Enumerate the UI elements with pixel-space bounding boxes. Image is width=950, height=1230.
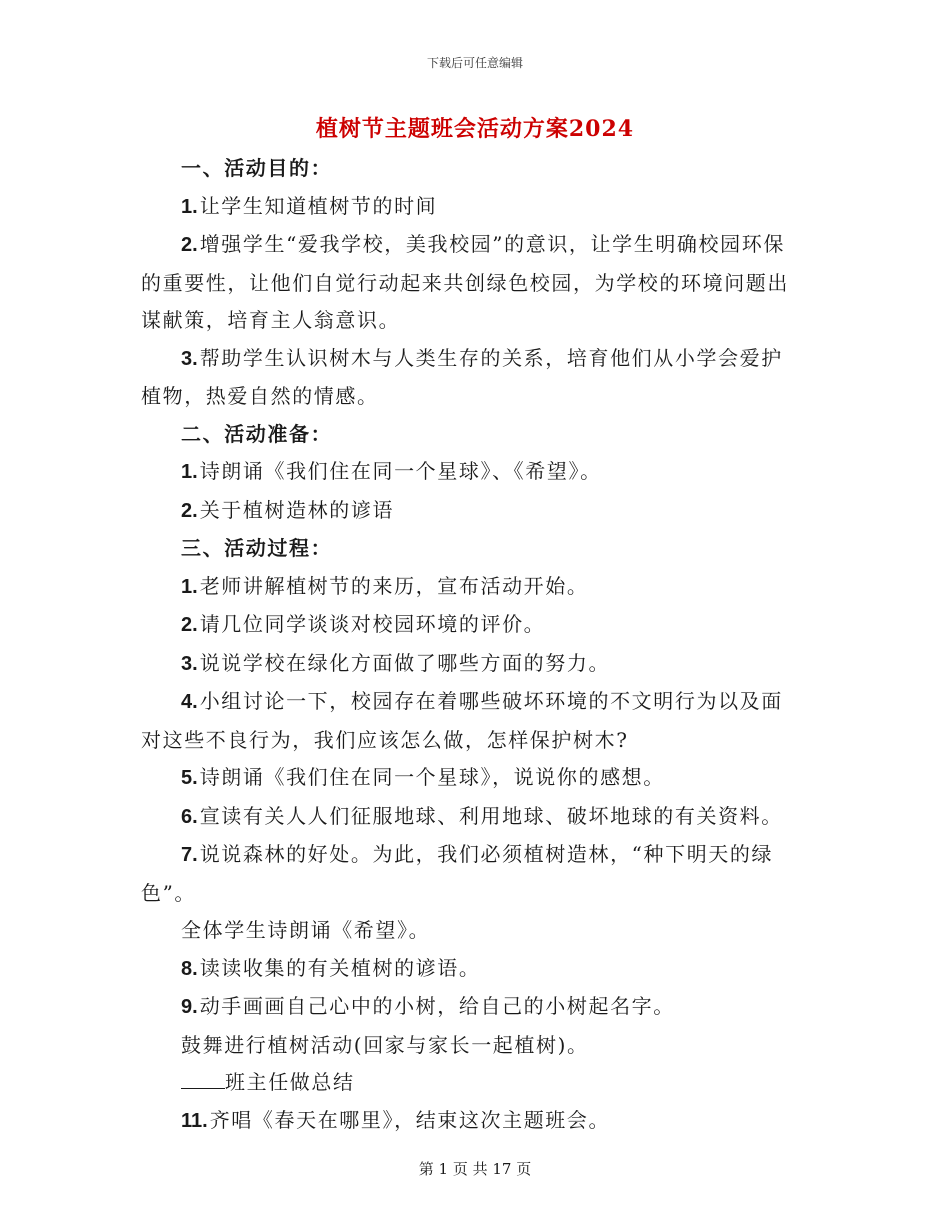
list-item <box>141 606 801 645</box>
item-number: 11. <box>181 1109 208 1132</box>
paragraph-all-students: 全体学生诗朗诵《希望》。 <box>181 918 431 942</box>
list-item <box>141 568 801 607</box>
paragraph-encourage: 鼓舞进行植树活动(回家与家长一起植树)。 <box>181 1032 589 1057</box>
item-number: 3. <box>181 652 198 675</box>
item-text: 让学生知道植树节的时间 <box>199 193 438 218</box>
item-number: 1. <box>181 461 198 483</box>
section-heading-purpose: 一、活动目的： <box>181 156 333 180</box>
page-header-note: 下载后可任意编辑 <box>426 56 523 70</box>
list-item <box>141 759 801 798</box>
summary-text: 班主任做总结 <box>225 1070 355 1094</box>
item-text: 动手画画自己心中的小树，给自己的小树起名字。 <box>199 994 675 1018</box>
list-item <box>141 188 801 227</box>
item-text: 宣读有关人人们征服地球、利用地球、破坏地球的有关资料。 <box>199 803 783 828</box>
item-number: 9. <box>181 996 198 1018</box>
document-body <box>141 150 801 1140</box>
item-text: 小组讨论一下，校园存在着哪些破坏环境的不文明行为以及面对这些不良行为，我们应该怎么做，怎样保护树木? <box>141 689 783 752</box>
section-heading-preparation: 二、活动准备： <box>181 421 333 446</box>
list-item <box>141 492 801 531</box>
list-item <box>141 950 801 989</box>
item-number: 2. <box>181 499 198 522</box>
list-item <box>141 340 801 416</box>
item-text: 老师讲解植树节的来历，宣布活动开始。 <box>199 573 589 598</box>
item-number: 8. <box>181 957 198 980</box>
item-number: 4. <box>181 691 198 713</box>
paragraph-summary <box>141 1064 801 1102</box>
item-text: 请几位同学谈谈对校园环境的评价。 <box>199 612 546 636</box>
item-number: 6. <box>181 805 198 828</box>
list-item <box>141 988 801 1027</box>
item-number: 1. <box>181 195 198 218</box>
item-text: 齐唱《春天在哪里》，结束这次主题班会。 <box>209 1107 611 1132</box>
item-number: 5. <box>181 767 198 789</box>
list-item <box>141 453 801 492</box>
item-text: 关于植树造林的谚语 <box>199 497 395 522</box>
list-item <box>141 226 801 340</box>
item-text: 诗朗诵《我们住在同一个星球》，说说你的感想。 <box>199 765 665 789</box>
document-title: 植树节主题班会活动方案2024 <box>315 116 635 142</box>
item-text: 说说森林的好处。为此，我们必须植树造林，“种下明天的绿色”。 <box>141 842 774 905</box>
item-text: 说说学校在绿化方面做了哪些方面的努力。 <box>199 650 611 675</box>
item-text: 帮助学生认识树木与人类生存的关系，培育他们从小学会爱护植物，热爱自然的情感。 <box>141 345 783 408</box>
item-text: 诗朗诵《我们住在同一个星球》、《希望》。 <box>199 459 602 483</box>
item-number: 2. <box>181 234 198 256</box>
blank-underline <box>181 1070 225 1089</box>
item-number: 3. <box>181 347 198 370</box>
item-number: 2. <box>181 614 198 636</box>
list-item <box>141 798 801 837</box>
list-item <box>141 1102 801 1141</box>
section-heading-process: 三、活动过程： <box>181 536 333 560</box>
list-item <box>141 836 801 912</box>
item-number: 7. <box>181 844 198 866</box>
item-number: 1. <box>181 575 198 598</box>
list-item <box>141 683 801 759</box>
list-item <box>141 645 801 684</box>
item-text: 读读收集的有关植树的谚语。 <box>199 955 481 980</box>
page-footer: 第 1 页 共 17 页 <box>418 1160 532 1178</box>
item-text: 增强学生“爱我学校，美我校园”的意识，让学生明确校园环保的重要性，让他们自觉行动起来共创绿色校园，为学校的环境问题出谋献策，培育主人翁意识。 <box>141 232 789 332</box>
